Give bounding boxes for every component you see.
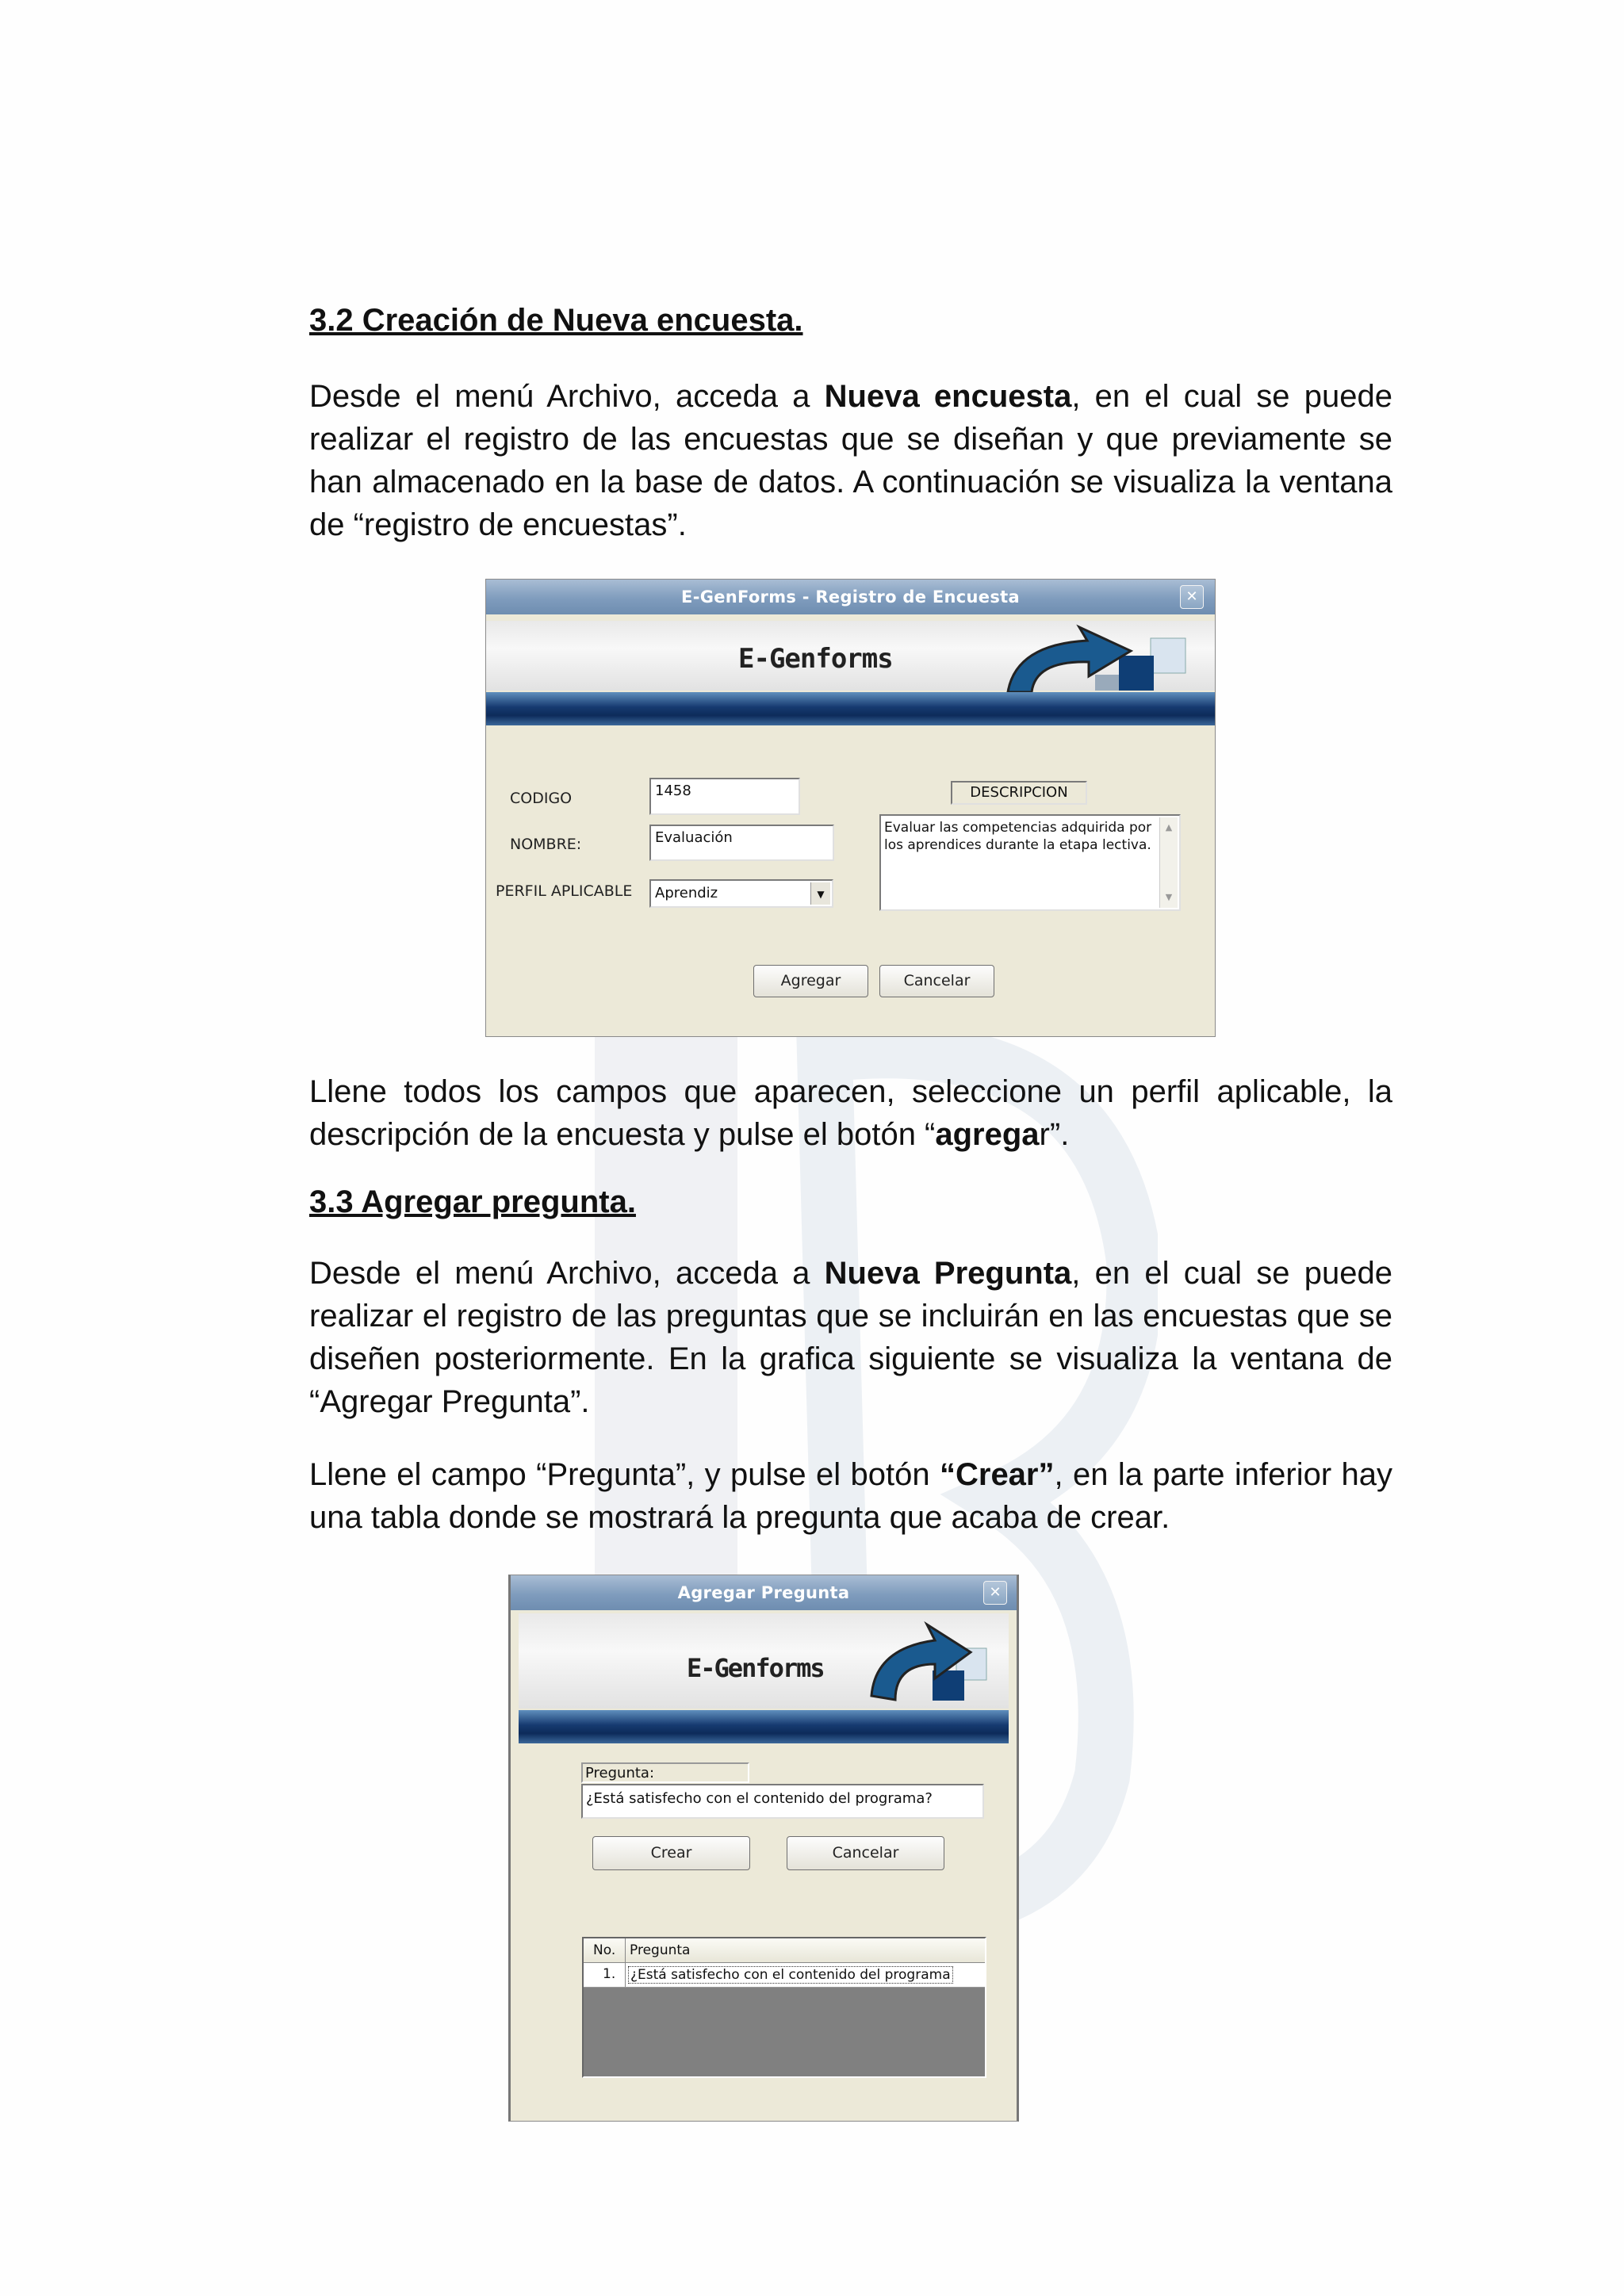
- nombre-field[interactable]: Evaluación: [649, 825, 834, 861]
- preguntas-table[interactable]: [582, 1937, 986, 2078]
- close-icon: ✕: [1185, 588, 1198, 605]
- close-button[interactable]: [1180, 585, 1204, 609]
- codigo-field[interactable]: 1458: [649, 778, 800, 815]
- table-header: [584, 1938, 985, 1963]
- registro-encuesta-window: [485, 579, 1216, 1037]
- row-pregunta: ¿Está satisfecho con el contenido del programa: [628, 1966, 953, 1984]
- close-button[interactable]: [983, 1581, 1007, 1605]
- crear-button[interactable]: Crear: [592, 1836, 750, 1870]
- agregar-pregunta-window: [508, 1575, 1019, 2122]
- perfil-aplicable-select[interactable]: [649, 879, 833, 908]
- perfil-aplicable-label: PERFIL APLICABLE: [496, 882, 633, 900]
- paragraph-nueva-encuesta: Desde el menú Archivo, acceda a Nueva encuesta, en el cual se puede realizar el registro de las encuestas que se diseñan y que previamente se han almacenado en la base de datos. A continuación se visualiza la ventana de “registro de encuestas”.: [309, 379, 1392, 542]
- row-number: 1.: [603, 1966, 616, 1982]
- description-scrollbar[interactable]: [1159, 817, 1178, 908]
- nombre-label: NOMBRE:: [510, 836, 582, 853]
- pregunta-label: Pregunta:: [581, 1762, 749, 1783]
- column-divider: [625, 1938, 626, 1962]
- pregunta-field[interactable]: ¿Está satisfecho con el contenido del programa?: [581, 1784, 984, 1819]
- paragraph-nueva-pregunta: Desde el menú Archivo, acceda a Nueva Pregunta, en el cual se puede realizar el registro de las preguntas que se incluirán en las encuestas que se diseñen posteriormente. En la grafica siguiente se visualiza la ventana de “Agregar Pregunta”.: [309, 1256, 1392, 1419]
- scroll-down-icon[interactable]: ▼: [1165, 892, 1173, 902]
- arrow-logo-icon: [1000, 621, 1214, 696]
- blue-header-bar: [486, 692, 1215, 725]
- codigo-label: CODIGO: [510, 790, 573, 807]
- agregar-button[interactable]: Agregar: [753, 965, 868, 997]
- brand-logo-text: E-Genforms: [687, 1653, 824, 1683]
- cancelar-button[interactable]: Cancelar: [879, 965, 994, 997]
- window-title: E-GenForms - Registro de Encuesta: [486, 580, 1215, 614]
- table-row[interactable]: [584, 1963, 985, 1988]
- perfil-selected-value: Aprendiz: [655, 885, 718, 901]
- descripcion-textarea[interactable]: [879, 814, 1181, 911]
- column-divider: [625, 1963, 626, 1987]
- section-heading-nueva-encuesta: 3.2 Creación de Nueva encuesta.: [309, 303, 803, 338]
- column-header-pregunta: Pregunta: [630, 1942, 691, 1958]
- brand-logo-text: E-Genforms: [738, 643, 893, 675]
- scroll-up-icon[interactable]: ▲: [1165, 822, 1173, 832]
- close-icon: ✕: [989, 1584, 1002, 1601]
- paragraph-crear-pregunta: Llene el campo “Pregunta”, y pulse el botón “Crear”, en la parte inferior hay una tabla donde se mostrará la pregunta que acaba de crear.: [309, 1457, 1393, 1535]
- blue-header-bar: [519, 1710, 1009, 1743]
- arrow-logo-icon: [860, 1617, 1018, 1709]
- descripcion-text: Evaluar las competencias adquirida por los aprendices durante la etapa lectiva.: [884, 820, 1152, 853]
- cancelar-button[interactable]: Cancelar: [787, 1836, 944, 1870]
- descripcion-label: DESCRIPCION: [951, 781, 1087, 805]
- section-heading-agregar-pregunta: 3.3 Agregar pregunta.: [309, 1184, 636, 1219]
- chevron-down-icon[interactable]: ▼: [810, 882, 830, 905]
- paragraph-llene-campos: Llene todos los campos que aparecen, seleccione un perfil aplicable, la descripción de la encuesta y pulse el botón “agregar”.: [309, 1074, 1392, 1152]
- window-title: Agregar Pregunta: [511, 1575, 1017, 1610]
- column-header-no: No.: [593, 1942, 616, 1958]
